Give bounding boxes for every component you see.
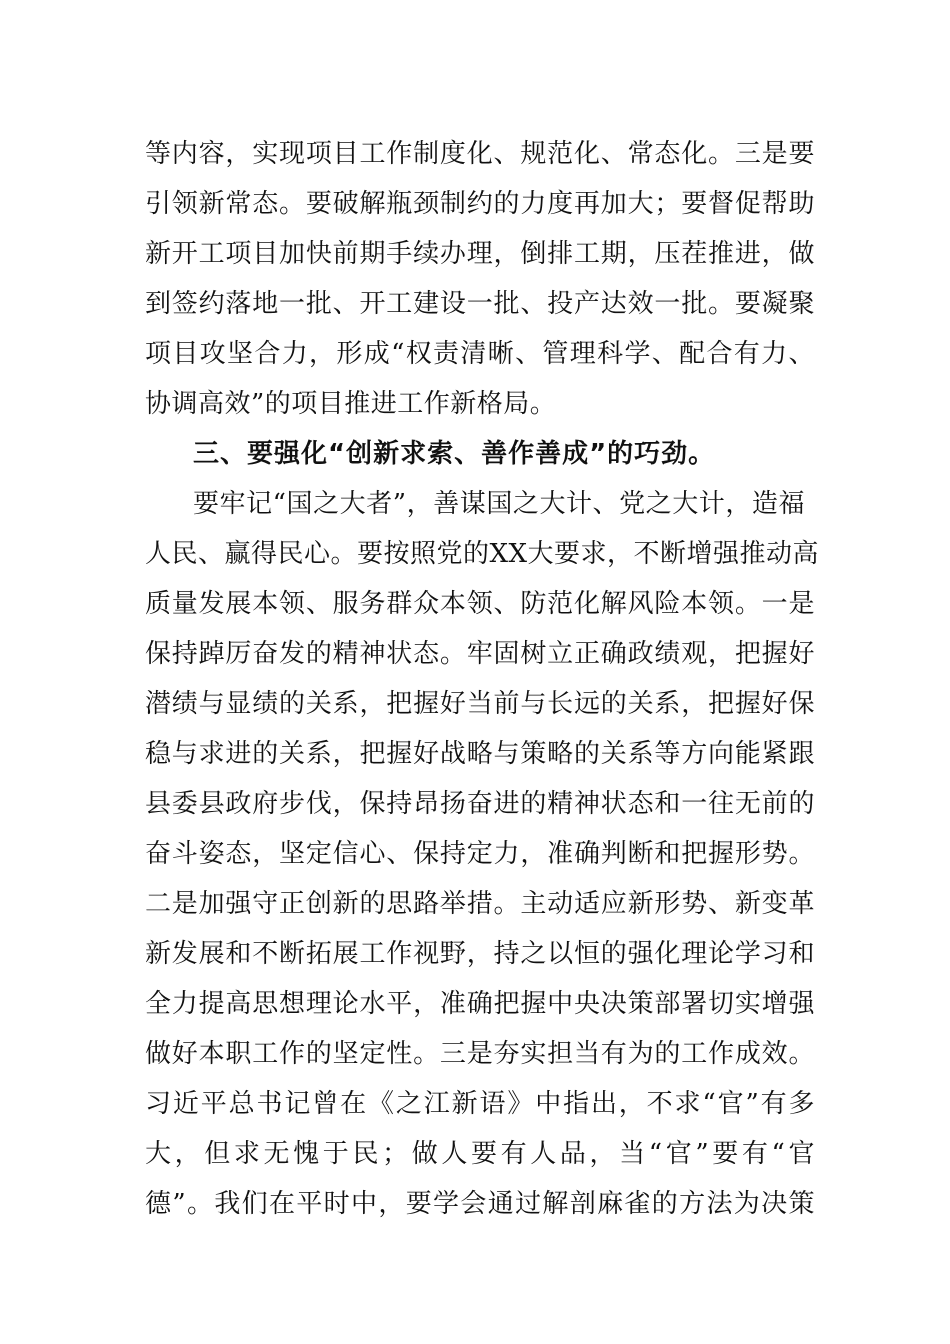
paragraph-line: 全力提高思想理论水平，准确把握中央决策部署切实增强 xyxy=(145,989,815,1019)
paragraph-line: 潜绩与显绩的关系，把握好当前与长远的关系，把握好保 xyxy=(145,689,815,719)
paragraph-line: 二是加强守正创新的思路举措。主动适应新形势、新变革 xyxy=(145,889,815,919)
text-line: 项目攻坚合力，形成“权责清晰、管理科学、配合有力、 xyxy=(145,339,815,369)
paragraph-line: 县委县政府步伐，保持昂扬奋进的精神状态和一往无前的 xyxy=(145,789,815,819)
paragraph-line: 要牢记“国之大者”，善谋国之大计、党之大计，造福 xyxy=(193,489,805,519)
text-line: 等内容，实现项目工作制度化、规范化、常态化。三是要 xyxy=(145,139,815,169)
paragraph-line: 人民、赢得民心。要按照党的XX大要求，不断增强推动高 xyxy=(145,539,820,569)
paragraph-line: 德”。我们在平时中，要学会通过解剖麻雀的方法为决策 xyxy=(145,1189,815,1219)
text-line: 引领新常态。要破解瓶颈制约的力度再加大；要督促帮助 xyxy=(145,189,815,219)
paragraph-line: 做好本职工作的坚定性。三是夯实担当有为的工作成效。 xyxy=(145,1039,815,1069)
text-line: 新开工项目加快前期手续办理，倒排工期，压茬推进，做 xyxy=(145,239,815,269)
paragraph-line: 习近平总书记曾在《之江新语》中指出，不求“官”有多 xyxy=(145,1089,815,1119)
paragraph-line: 奋斗姿态，坚定信心、保持定力，准确判断和把握形势。 xyxy=(145,839,815,869)
paragraph-line: 质量发展本领、服务群众本领、防范化解风险本领。一是 xyxy=(145,589,815,619)
paragraph-line: 新发展和不断拓展工作视野，持之以恒的强化理论学习和 xyxy=(145,939,815,969)
text-line: 到签约落地一批、开工建设一批、投产达效一批。要凝聚 xyxy=(145,289,815,319)
paragraph-line: 保持踔厉奋发的精神状态。牢固树立正确政绩观，把握好 xyxy=(145,639,815,669)
paragraph-line: 大，但求无愧于民；做人要有人品，当“官”要有“官 xyxy=(145,1139,815,1169)
section-heading: 三、要强化“创新求索、善作善成”的巧劲。 xyxy=(193,439,716,469)
text-line: 协调高效”的项目推进工作新格局。 xyxy=(145,389,557,419)
paragraph-line: 稳与求进的关系，把握好战略与策略的关系等方向能紧跟 xyxy=(145,739,815,769)
